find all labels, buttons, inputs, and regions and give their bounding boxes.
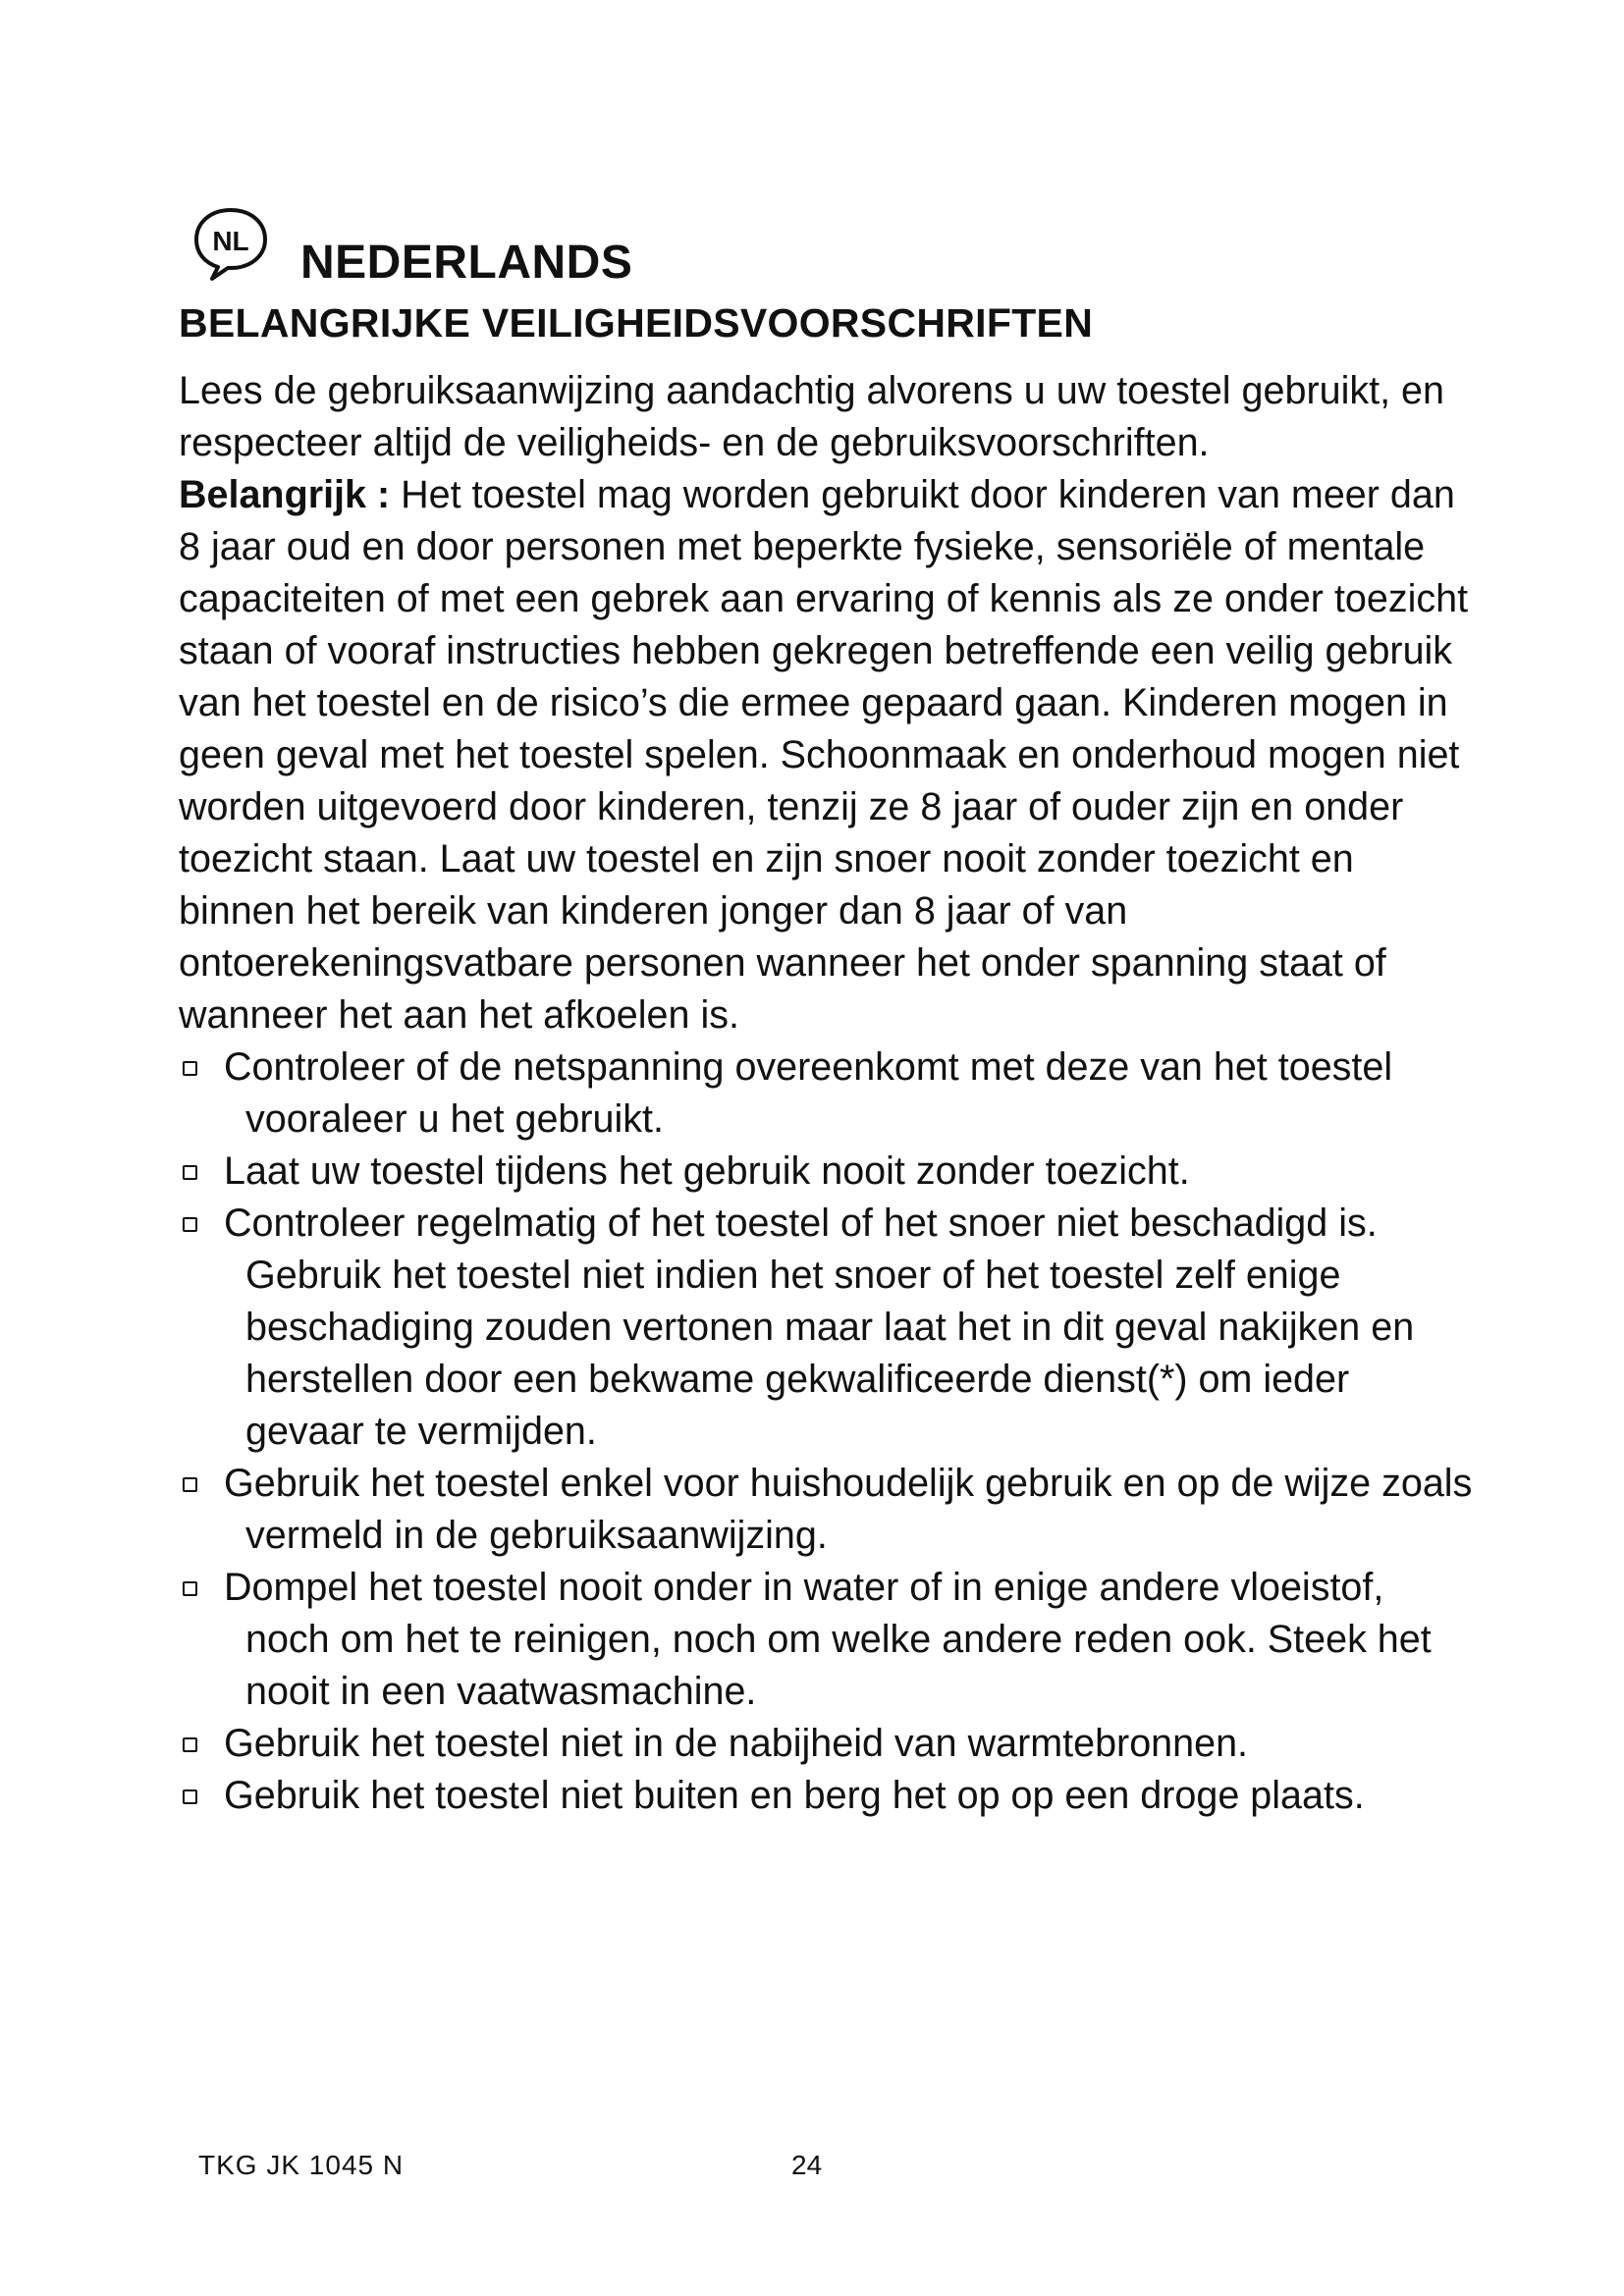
list-item-text: Gebruik het toestel niet buiten en berg het op op een droge plaats. <box>224 1774 1365 1817</box>
checkbox-bullet-icon <box>183 1217 197 1232</box>
important-text: Het toestel mag worden gebruikt door kinderen van meer dan 8 jaar oud en door personen met beperkte fysieke, sensoriële of mentale capaciteiten of met een gebrek aan ervaring of kennis als ze onder toezicht staan of vooraf instructies hebben gekregen betreffende een veilig gebruik van het toestel en de risico’s die ermee gepaard gaan. Kinderen mogen in geen geval met het toestel spelen. Schoonmaak en onderhoud mogen niet worden uitgevoerd door kinderen, tenzij ze 8 jaar of ouder zijn en onder toezicht staan. Laat uw toestel en zijn snoer nooit zonder toezicht en binnen het bereik van kinderen jonger dan 8 jaar of van ontoerekeningsvatbare personen wanneer het onder spanning staat of wanneer het aan het afkoelen is. <box>179 473 1469 1037</box>
list-item-text: Controleer regelmatig of het toestel of het snoer niet beschadigd is. Gebruik het toestel niet indien het snoer of het toestel zelf enige beschadiging zouden vertonen maar laat het in dit geval nakijken en herstellen door een bekwame gekwalificeerde dienst(*) om ieder gevaar te vermijden. <box>224 1201 1415 1453</box>
important-paragraph <box>179 469 1475 1041</box>
important-label: Belangrijk : <box>179 473 391 516</box>
checkbox-bullet-icon <box>183 1477 197 1492</box>
checkbox-bullet-icon <box>183 1165 197 1180</box>
list-item <box>179 1718 1475 1770</box>
checkbox-bullet-icon <box>183 1061 197 1076</box>
footer-page-number: 24 <box>791 2150 823 2180</box>
checkbox-bullet-icon <box>183 1581 197 1596</box>
list-item-text: Controleer of de netspanning overeenkomt met deze van het toestel vooraleer u het gebruikt. <box>224 1045 1393 1141</box>
list-item <box>179 1146 1475 1198</box>
list-item-text: Laat uw toestel tijdens het gebruik nooit zonder toezicht. <box>224 1149 1190 1193</box>
list-item <box>179 1041 1475 1146</box>
list-item <box>179 1770 1475 1822</box>
badge-text: NL <box>212 226 249 256</box>
language-title: NEDERLANDS <box>300 237 633 289</box>
list-item <box>179 1458 1475 1562</box>
footer-model-number: TKG JK 1045 N <box>198 2150 405 2180</box>
language-badge-icon <box>189 204 273 283</box>
safety-list <box>179 1041 1475 1822</box>
list-item <box>179 1562 1475 1718</box>
section-heading: BELANGRIJKE VEILIGHEIDSVOORSCHRIFTEN <box>179 300 1094 346</box>
list-item-text: Gebruik het toestel niet in de nabijheid van warmtebronnen. <box>224 1722 1249 1765</box>
list-item-text: Gebruik het toestel enkel voor huishoudelijk gebruik en op de wijze zoals vermeld in de gebruiksaanwijzing. <box>224 1462 1473 1557</box>
manual-body <box>179 365 1475 1822</box>
list-item-text: Dompel het toestel nooit onder in water of in enige andere vloeistof, noch om het te reinigen, noch om welke andere reden ook. Steek het nooit in een vaatwasmachine. <box>224 1566 1432 1713</box>
checkbox-bullet-icon <box>183 1737 197 1752</box>
intro-paragraph: Lees de gebruiksaanwijzing aandachtig alvorens u uw toestel gebruikt, en respecteer altijd de veiligheids- en de gebruiksvoorschriften. <box>179 369 1444 464</box>
list-item <box>179 1198 1475 1458</box>
checkbox-bullet-icon <box>183 1789 197 1804</box>
